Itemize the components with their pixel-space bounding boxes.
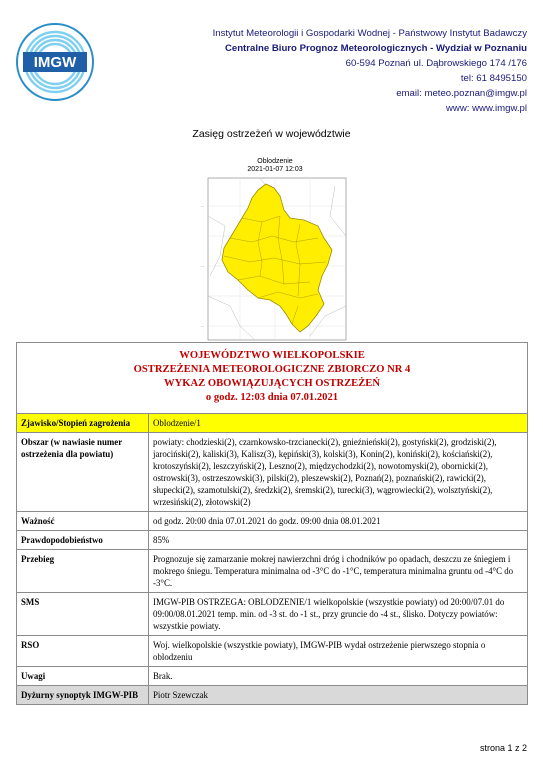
phone: tel: 61 8495150 (460, 73, 527, 84)
table-row-validity (17, 512, 528, 531)
map-caption-date: 2021-01-07 12:03 (247, 166, 303, 173)
row-value: od godz. 20:00 dnia 07.01.2021 do godz. 09:00 dnia 08.01.2021 (149, 512, 528, 531)
bulletin-title: OSTRZEŻENIA METEOROLOGICZNE ZBIORCZO NR 4 (133, 364, 411, 375)
imgw-logo (15, 22, 95, 102)
table-row-forecaster (17, 686, 528, 705)
row-label: Dyżurny synoptyk IMGW-PIB (17, 686, 149, 705)
svg-text:—: — (201, 324, 204, 328)
row-label: Obszar (w nawiasie numer ostrzeżenia dla powiatu) (17, 433, 149, 512)
warning-map (200, 176, 350, 344)
warnings-table (16, 342, 528, 705)
table-row-rso (17, 636, 528, 667)
row-label: Zjawisko/Stopień zagrożenia (17, 414, 149, 433)
row-value: Brak. (149, 667, 528, 686)
row-value: 85% (149, 531, 528, 550)
page-number: strona 1 z 2 (479, 743, 527, 753)
row-value: Woj. wielkopolskie (wszystkie powiaty), IMGW-PIB wydał ostrzeżenie pierwszego stopnia o oblodzeniu (149, 636, 528, 667)
row-label: Prawdopodobieństwo (17, 531, 149, 550)
website-link[interactable]: www: www.imgw.pl (445, 103, 527, 114)
list-title: WYKAZ OBOWIĄZUJĄCYCH OSTRZEŻEŃ (163, 378, 381, 389)
email-link[interactable]: email: meteo.poznan@imgw.pl (396, 88, 527, 99)
row-label: Uwagi (17, 667, 149, 686)
issue-time: o godz. 12:03 dnia 07.01.2021 (205, 392, 339, 403)
row-value: powiaty: chodzieski(2), czarnkowsko-trzcianecki(2), gnieźnieński(2), gostyński(2), grodziski(2), jarociński(2), kaliski(3), Kalisz(3), kępiński(3), kolski(3), Konin(2), koniński(2), kościański(2), krotoszyński(2), leszczyński(2), Leszno(2), międzychodzki(2), nowotomyski(2), obornicki(2), ostrowski(3), ostrzeszowski(3), pilski(2), pleszewski(2), Poznań(2), poznański(2), rawicki(2), słupecki(2), szamotulski(2), średzki(2), śremski(2), turecki(3), wągrowiecki(2), wolsztyński(2), wrzesiński(2), złotowski(2) (149, 433, 528, 512)
row-label: RSO (17, 636, 149, 667)
svg-text:—: — (201, 204, 204, 208)
svg-text:—: — (201, 264, 204, 268)
row-value: Piotr Szewczak (149, 686, 528, 705)
row-value: Prognozuje się zamarzanie mokrej nawierzchni dróg i chodników po opadach, deszczu ze śniegiem i mokrego śniegu. Temperatura minimalna od -3°C do -1°C, temperatura minimalna gruntu od -4°C do -3°C. (149, 550, 528, 593)
voivodeship-title: WOJEWÓDZTWO WIELKOPOLSKIE (179, 350, 365, 361)
bureau-name: Centralne Biuro Prognoz Meteorologicznych - Wydział w Poznaniu (224, 43, 527, 54)
map-caption-title: Oblodzenie (257, 158, 293, 165)
table-header (17, 343, 528, 414)
row-label: Przebieg (17, 550, 149, 593)
section-title: Zasięg ostrzeżeń w województwie (192, 128, 351, 140)
logo-text: IMGW (33, 54, 77, 71)
address: 60-594 Poznań ul. Dąbrowskiego 174 /176 (345, 58, 527, 69)
map-caption (200, 158, 350, 174)
table-row-phenomenon (17, 414, 528, 433)
table-row-sms (17, 593, 528, 636)
row-label: Ważność (17, 512, 149, 531)
row-value: Oblodzenie/1 (149, 414, 528, 433)
institute-header (167, 26, 527, 116)
table-row-area (17, 433, 528, 512)
row-value: IMGW-PIB OSTRZEGA: OBLODZENIE/1 wielkopolskie (wszystkie powiaty) od 20:00/07.01 do 09:00/08.01.2021 temp. min. od -3 st. do -1 st., przy gruncie do -4 st., ślisko. Dotyczy powiatów: wszystkie powiaty. (149, 593, 528, 636)
table-row-course (17, 550, 528, 593)
table-row-probability (17, 531, 528, 550)
institute-name: Instytut Meteorologii i Gospodarki Wodnej - Państwowy Instytut Badawczy (212, 28, 527, 39)
row-label: SMS (17, 593, 149, 636)
table-row-remarks (17, 667, 528, 686)
